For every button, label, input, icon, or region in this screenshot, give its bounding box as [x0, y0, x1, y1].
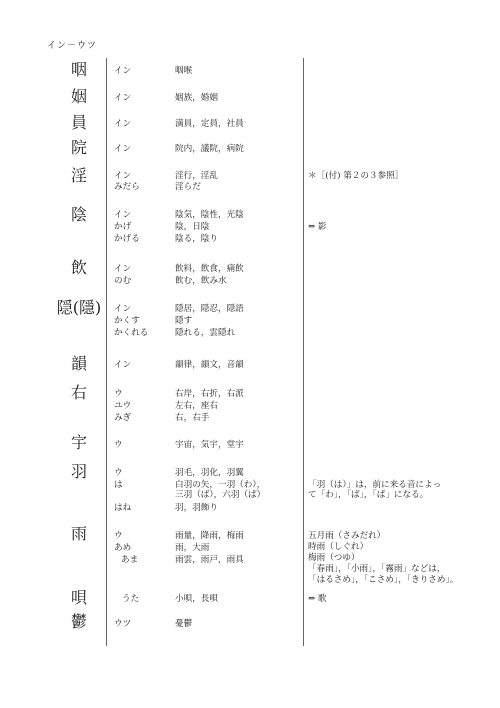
page-header: イン－ウツ: [47, 41, 98, 51]
kanji-character: 咽: [70, 60, 87, 79]
example: 姻族，婚姻: [175, 93, 218, 103]
example: 雨雲，雨戸，雨具: [175, 555, 244, 565]
example: 韻律，韻文，音韻: [175, 360, 244, 370]
example: 左右，座右: [175, 401, 218, 411]
reading: かくれる: [114, 328, 149, 338]
reading: のむ: [114, 276, 132, 286]
reading: はね: [114, 503, 132, 513]
kanji-character: 陰: [70, 205, 87, 224]
reading: うた: [122, 594, 140, 604]
note: て「わ」，「ば」，「ぱ」になる。: [308, 490, 429, 500]
reading: かげる: [114, 234, 140, 244]
kanji-character: 雨: [70, 524, 87, 543]
reading: イン: [114, 264, 132, 274]
example: 羽毛，羽化，羽翼: [175, 468, 244, 478]
example: 宇宙，気宇，堂宇: [175, 440, 244, 450]
note: 「はるさめ」，「こさめ」，「きりさめ」。: [308, 575, 459, 585]
kanji-character: 飲: [70, 258, 87, 277]
reading: イン: [114, 93, 132, 103]
example: 院内，議院，病院: [175, 144, 244, 154]
reading: ユウ: [114, 401, 132, 411]
reading: は: [114, 480, 123, 490]
note: ⇔ 影: [308, 222, 327, 232]
note: 「春雨」，「小雨」，「霧雨」などは，: [308, 564, 446, 574]
example: 雨量，降雨，梅雨: [175, 531, 244, 541]
reading: みだら: [114, 182, 140, 192]
reading: あま: [121, 555, 139, 565]
reading: ウ: [114, 531, 123, 541]
example: 淫行，淫乱: [175, 171, 218, 181]
example: 三羽（ば），六羽（ぱ）: [175, 490, 266, 500]
example: 憂鬱: [175, 619, 193, 629]
example: 咽喉: [175, 66, 193, 76]
example: 淫らだ: [175, 182, 201, 192]
note: ＊［(付) 第２の３参照］: [308, 171, 404, 181]
example: 隠居，隠忍，隠語: [175, 304, 244, 314]
reading: かげ: [114, 222, 132, 232]
reading: イン: [114, 66, 132, 76]
kanji-character: 右: [70, 383, 87, 402]
note: 五月雨（さみだれ）: [308, 531, 386, 541]
kanji-character: 鬱: [70, 612, 87, 631]
reading: イン: [114, 210, 132, 220]
example: 小唄，長唄: [175, 594, 218, 604]
reading: ウ: [114, 440, 123, 450]
kanji-character: 員: [70, 113, 87, 132]
example: 陰る，陰り: [175, 234, 218, 244]
example: 隠れる，雲隠れ: [175, 328, 236, 338]
example: 飲む，飲み水: [175, 276, 227, 286]
note: 時雨（しぐれ）: [308, 542, 369, 552]
reading: あめ: [114, 543, 132, 553]
example: 飲料，飲食，痛飲: [175, 264, 244, 274]
reading: ウツ: [114, 619, 132, 629]
kanji-character: 羽: [70, 462, 87, 481]
example: 右岸，右折，右派: [175, 389, 244, 399]
reading: イン: [114, 119, 132, 129]
column-divider-2: [303, 58, 304, 646]
example: 満員，定員，社員: [175, 119, 244, 129]
kanji-character: 淫: [70, 166, 87, 185]
reading: みぎ: [114, 413, 132, 423]
column-divider-1: [106, 58, 107, 646]
note: ⇔ 歌: [308, 594, 327, 604]
reading: イン: [114, 171, 132, 181]
reading: かくす: [114, 316, 140, 326]
kanji-character: 宇: [70, 433, 87, 452]
example: 隠す: [175, 316, 193, 326]
reading: イン: [114, 360, 132, 370]
reading: ウ: [114, 468, 123, 478]
reading: イン: [114, 304, 132, 314]
kanji-character: 隠(隱): [56, 298, 102, 317]
example: 右，右手: [175, 413, 210, 423]
note: 梅雨（つゆ）: [308, 553, 360, 563]
kanji-character: 院: [70, 138, 87, 157]
kanji-character: 韻: [70, 354, 87, 373]
kanji-character: 姻: [70, 87, 87, 106]
example: 陰，日陰: [175, 222, 210, 232]
reading: ウ: [114, 389, 123, 399]
note: 「羽（は）」は，前に来る音によっ: [308, 480, 442, 490]
example: 白羽の矢，一羽（わ），: [175, 480, 266, 490]
example: 羽，羽飾り: [175, 503, 218, 513]
example: 陰気，陰性，光陰: [175, 210, 244, 220]
reading: イン: [114, 144, 132, 154]
example: 雨，大雨: [175, 543, 210, 553]
kanji-character: 唄: [70, 588, 87, 607]
